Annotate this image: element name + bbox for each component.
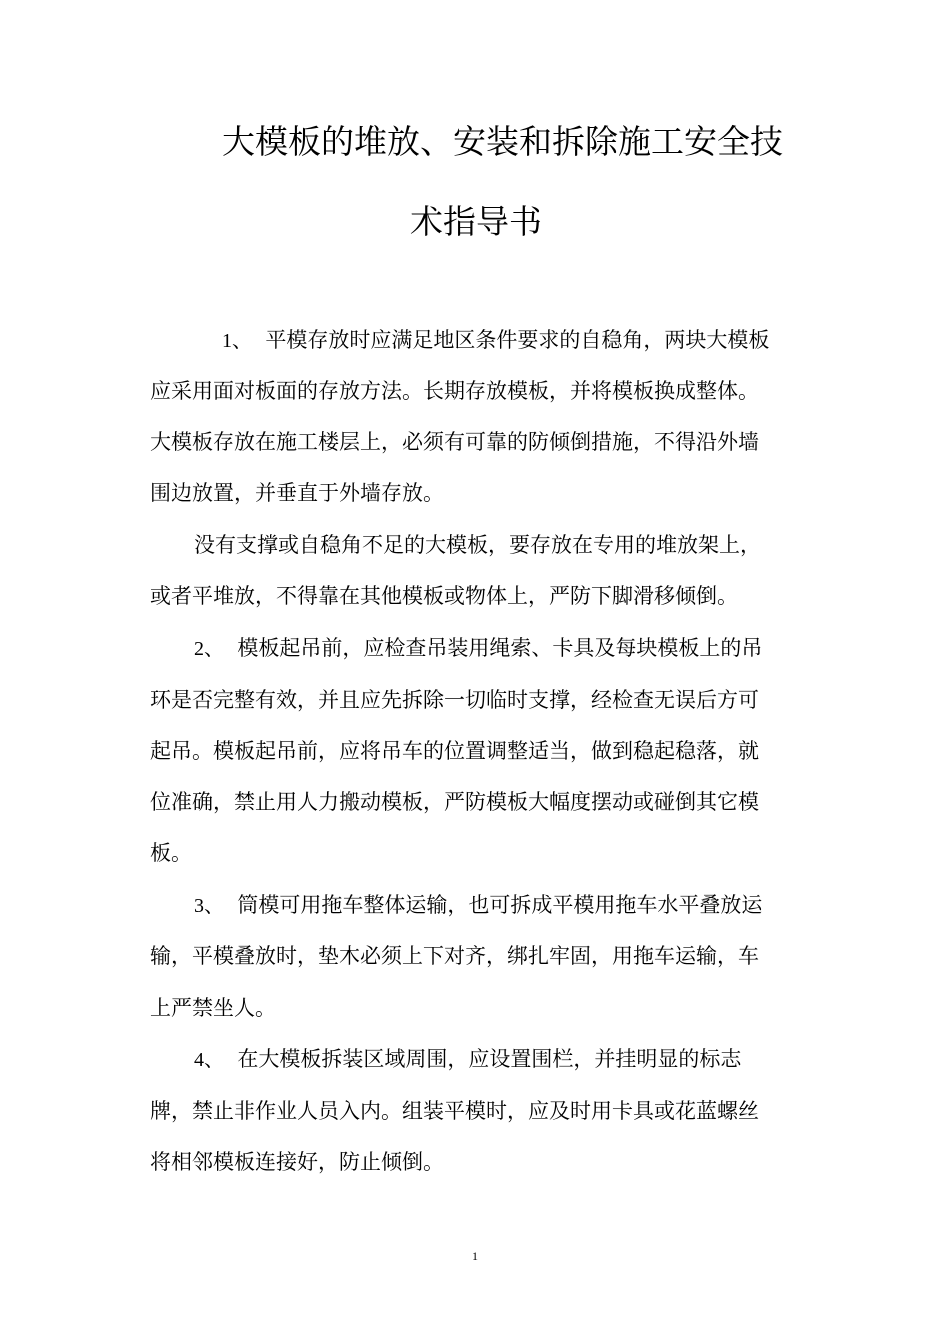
- paragraph-2-line-2: 环是否完整有效，并且应先拆除一切临时支撑，经检查无误后方可: [150, 688, 759, 712]
- paragraph-4-line-2: 牌，禁止非作业人员入内。组装平模时，应及时用卡具或花蓝螺丝: [150, 1099, 759, 1123]
- paragraph-1b-line-1: 没有支撑或自稳角不足的大模板，要存放在专用的堆放架上，: [194, 533, 761, 557]
- paragraph-3-first-line: [194, 890, 762, 921]
- paragraph-3-line-1: 筒模可用拖车整体运输，也可拆成平模用拖车水平叠放运: [237, 893, 763, 917]
- paragraph-4-first-line: [194, 1044, 741, 1075]
- paragraph-2-line-5: 板。: [150, 841, 192, 865]
- paragraph-3-line-3: 上严禁坐人。: [150, 996, 276, 1020]
- paragraph-1-line-2: 应采用面对板面的存放方法。长期存放模板，并将模板换成整体。: [150, 379, 759, 403]
- paragraph-1b-line-2: 或者平堆放，不得靠在其他模板或物体上，严防下脚滑移倾倒。: [150, 584, 738, 608]
- document-title-line-2: 术指导书: [410, 202, 542, 241]
- page-number: 1: [472, 1249, 478, 1263]
- paragraph-2-line-1: 模板起吊前，应检查吊装用绳索、卡具及每块模板上的吊: [237, 636, 763, 660]
- paragraph-4-line-3: 将相邻模板连接好，防止倾倒。: [150, 1150, 444, 1174]
- document-title-line-1: 大模板的堆放、安装和拆除施工安全技: [222, 122, 783, 161]
- paragraph-2-number: 2、: [194, 638, 224, 660]
- paragraph-2-line-3: 起吊。模板起吊前，应将吊车的位置调整适当，做到稳起稳落，就: [150, 739, 759, 763]
- paragraph-2-line-4: 位准确，禁止用人力搬动模板，严防模板大幅度摆动或碰倒其它模: [150, 790, 759, 814]
- paragraph-1-number: 1、: [222, 330, 252, 352]
- paragraph-2-first-line: [194, 633, 762, 664]
- paragraph-3-number: 3、: [194, 895, 224, 917]
- paragraph-1-line-1: 平模存放时应满足地区条件要求的自稳角，两块大模板: [265, 328, 770, 352]
- paragraph-1-line-3: 大模板存放在施工楼层上，必须有可靠的防倾倒措施，不得沿外墙: [150, 430, 759, 454]
- paragraph-3-line-2: 输，平模叠放时，垫木必须上下对齐，绑扎牢固，用拖车运输，车: [150, 944, 759, 968]
- paragraph-4-line-1: 在大模板拆装区域周围，应设置围栏，并挂明显的标志: [237, 1047, 742, 1071]
- paragraph-4-number: 4、: [194, 1049, 224, 1071]
- paragraph-1-first-line: [222, 325, 769, 356]
- paragraph-1-line-4: 围边放置，并垂直于外墙存放。: [150, 481, 444, 505]
